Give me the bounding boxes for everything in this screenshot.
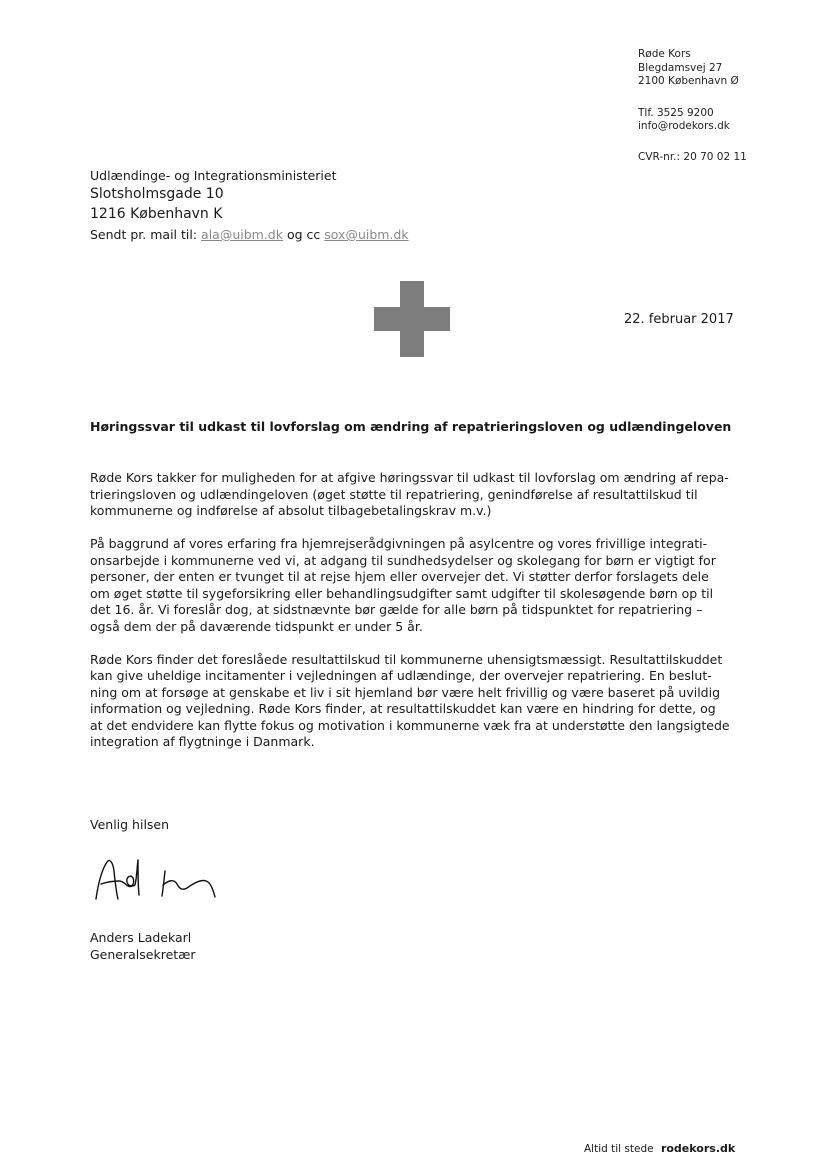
body-paragraph <box>90 470 760 520</box>
paragraph-line: kommunerne og indførelse af absolut tilbagebetalingskrav m.v.) <box>90 503 492 518</box>
recipient-city: 1216 København K <box>90 206 223 222</box>
sender-phone: Tlf. 3525 9200 <box>638 106 714 119</box>
paragraph-line: onsarbejde i kommunerne ved vi, at adgang til sundhedsydelser og skolegang for børn er vigtigt for <box>90 552 716 568</box>
paragraph-line: at det endvidere kan flytte fokus og motivation i kommunerne væk fra at understøtte den langsigtede <box>90 717 730 733</box>
signer-title: Generalsekretær <box>90 947 196 962</box>
paragraph-line: På baggrund af vores erfaring fra hjemrejserådgivningen på asylcentre og vores frivillige integrati- <box>90 536 708 551</box>
recipient-email-link[interactable]: ala@uibm.dk <box>201 227 283 242</box>
paragraph-line: information og vejledning. Røde Kors finder, at resultattilskuddet kan være en hindring for dette, og <box>90 701 716 716</box>
sent-prefix: Sendt pr. mail til: <box>90 227 198 242</box>
paragraph-line: trieringsloven og udlændingeloven (øget støtte til repatriering, genindførelse af resultattilskud til <box>90 486 698 502</box>
signature-image <box>92 855 224 901</box>
sender-email: info@rodekors.dk <box>638 120 730 132</box>
signer-block <box>90 929 196 963</box>
recipient-street: Slotsholmsgade 10 <box>90 186 224 202</box>
letter-date: 22. februar 2017 <box>624 312 734 327</box>
closing-greeting: Venlig hilsen <box>90 817 170 832</box>
paragraph-line: ning om at forsøge at genskabe et liv i sit hjemland bør være helt frivillig og være baseret på uvildig <box>90 684 721 700</box>
footer-tagline: Altid til stede <box>584 1143 654 1155</box>
sender-address <box>638 48 747 164</box>
paragraph-line: integration af flygtninge i Danmark. <box>90 734 315 749</box>
footer <box>584 1142 735 1155</box>
letter-body <box>90 470 760 767</box>
cc-label: og cc <box>286 227 321 242</box>
letter-subject: Høringssvar til udkast til lovforslag om ændring af repatrieringsloven og udlændingeloven <box>90 419 732 434</box>
paragraph-line: Røde Kors takker for muligheden for at afgive høringssvar til udkast til lovforslag om ændring af repa- <box>90 470 729 485</box>
sender-org: Røde Kors <box>638 48 691 60</box>
cc-email-link[interactable]: sox@uibm.dk <box>324 227 409 242</box>
paragraph-line: det 16. år. Vi foreslår dog, at sidstnævnte bør gælde for alle børn på tidspunktet for repatriering – <box>90 602 703 617</box>
paragraph-line: også dem der på daværende tidspunkt er under 5 år. <box>90 618 423 634</box>
footer-website: rodekors.dk <box>660 1142 736 1155</box>
body-paragraph <box>90 652 760 751</box>
recipient-name: Udlændinge- og Integrationsministeriet <box>90 168 337 183</box>
sender-city: 2100 København Ø <box>638 75 739 87</box>
paragraph-line: om øget støtte til sygeforsikring eller behandlingsudgifter samt udgifter til skolesøgende børn op til <box>90 585 714 601</box>
red-cross-logo-icon <box>374 281 450 357</box>
sent-by-mail-line <box>90 226 409 244</box>
sender-street: Blegdamsvej 27 <box>638 61 723 74</box>
paragraph-line: personer, der enten er tvunget til at rejse hjem eller overvejer det. Vi støtter derfor forslagets dele <box>90 569 709 584</box>
sender-cvr: CVR-nr.: 20 70 02 11 <box>638 150 747 163</box>
recipient-address <box>90 168 409 244</box>
body-paragraph <box>90 536 760 635</box>
paragraph-line: kan give uheldige incitamenter i vejledningen af udlændinge, der overvejer repatriering. En beslut- <box>90 668 712 683</box>
signer-name: Anders Ladekarl <box>90 930 192 945</box>
paragraph-line: Røde Kors finder det foreslåede resultattilskud til kommunerne uhensigtsmæssigt. Resultattilskuddet <box>90 651 723 667</box>
